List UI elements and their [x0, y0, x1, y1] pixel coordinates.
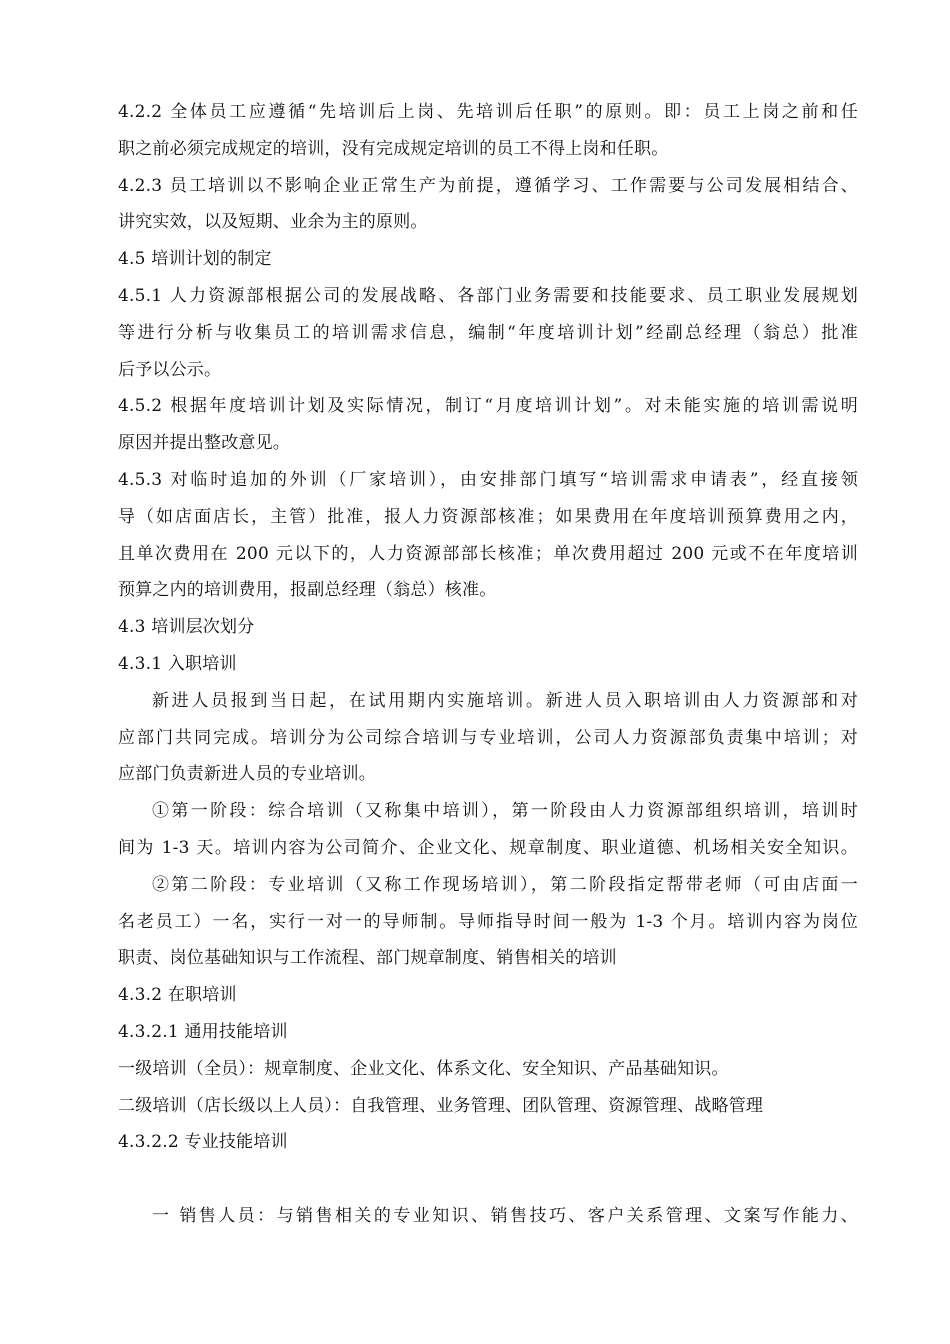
text-line: 4.5.3 对临时追加的外训（厂家培训），由安排部门填写“培训需求申请表”，经直接领	[118, 469, 858, 490]
text-line: 后予以公示。	[118, 359, 222, 380]
text-line: 间为 1-3 天。培训内容为公司简介、企业文化、规章制度、职业道德、机场相关安全知识。	[118, 837, 858, 858]
text-line: 4.2.3 员工培训以不影响企业正常生产为前提，遵循学习、工作需要与公司发展相结合、	[118, 175, 858, 196]
text-line: 讲究实效，以及短期、业余为主的原则。	[118, 212, 428, 233]
text-line: 应部门共同完成。培训分为公司综合培训与专业培训，公司人力资源部负责集中培训；对	[118, 727, 858, 748]
text-line: 且单次费用在 200 元以下的，人力资源部部长核准；单次费用超过 200 元或不在年度培训	[118, 543, 858, 564]
document-body	[118, 94, 858, 1235]
text-line: 4.5.2 根据年度培训计划及实际情况，制订“月度培训计划”。对未能实施的培训需说明	[118, 396, 858, 417]
text-line: 4.3.2.2 专业技能培训	[118, 1132, 288, 1153]
document-page	[118, 94, 858, 1235]
text-line: 4.3 培训层次划分	[118, 617, 255, 638]
blank-line	[118, 1161, 858, 1198]
text-line: 4.3.2 在职培训	[118, 985, 237, 1006]
text-line: 一级培训（全员）：规章制度、企业文化、体系文化、安全知识、产品基础知识。	[118, 1058, 729, 1079]
text-line: 职责、岗位基础知识与工作流程、部门规章制度、销售相关的培训	[118, 948, 617, 969]
text-line: 导（如店面店长，主管）批准，报人力资源部核准；如果费用在年度培训预算费用之内，	[118, 506, 858, 527]
text-line: 原因并提出整改意见。	[118, 433, 290, 454]
text-line: 应部门负责新进人员的专业培训。	[118, 764, 376, 785]
text-line: 职之前必须完成规定的培训，没有完成规定培训的员工不得上岗和任职。	[118, 138, 669, 159]
text-line: 新进人员报到当日起，在试用期内实施培训。新进人员入职培训由人力资源部和对	[152, 690, 858, 711]
text-line: 4.3.1 入职培训	[118, 653, 237, 674]
text-line: 4.2.2 全体员工应遵循“先培训后上岗、先培训后任职”的原则。即：员工上岗之前和任	[118, 102, 858, 122]
text-line: 一 销售人员：与销售相关的专业知识、销售技巧、客户关系管理、文案写作能力、	[152, 1205, 858, 1226]
text-line: ②第二阶段：专业培训（又称工作现场培训），第二阶段指定帮带老师（可由店面一	[152, 874, 858, 895]
text-line: ①第一阶段：综合培训（又称集中培训），第一阶段由人力资源部组织培训，培训时	[152, 801, 858, 822]
text-line: 等进行分析与收集员工的培训需求信息，编制“年度培训计划”经副总经理（翁总）批准	[118, 322, 858, 343]
text-line: 4.5 培训计划的制定	[118, 249, 272, 270]
text-line: 4.5.1 人力资源部根据公司的发展战略、各部门业务需要和技能要求、员工职业发展规划	[118, 285, 858, 306]
text-line: 名老员工）一名，实行一对一的导师制。导师指导时间一般为 1-3 个月。培训内容为岗位	[118, 911, 858, 932]
text-line: 4.3.2.1 通用技能培训	[118, 1021, 288, 1042]
text-line: 预算之内的培训费用，报副总经理（翁总）核准。	[118, 580, 497, 601]
text-line: 二级培训（店长级以上人员）：自我管理、业务管理、团队管理、资源管理、战略管理	[118, 1095, 764, 1116]
